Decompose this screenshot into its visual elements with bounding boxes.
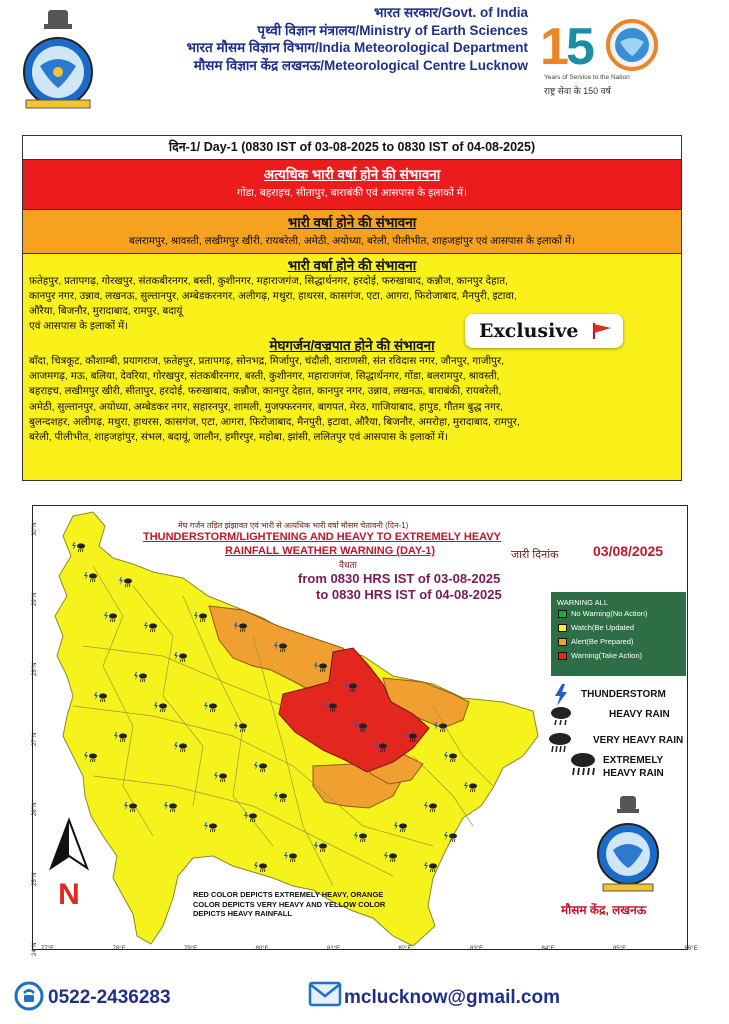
heavy-rain-icon: [549, 706, 573, 726]
very-heavy-rain-icon: [547, 732, 573, 754]
thunder-warning-title: मेघगर्जन/वज्रपात होने की संभावना: [269, 338, 435, 353]
yellow-warning-band: [23, 254, 681, 480]
warning-map-panel: [32, 505, 698, 956]
legend-heading: WARNING ALL: [557, 598, 608, 607]
imd-emblem-icon: [14, 8, 102, 112]
legend-item-label: Watch(Be Updated: [571, 623, 635, 632]
orange-warning-band: [23, 210, 681, 254]
color-note-line: DEPICTS HEAVY RAINFALL: [193, 909, 292, 918]
red-warning-districts: गोंडा, बहराइच, सीतापुर, बाराबंकी एवं आसपास के इलाकों में।: [236, 187, 468, 199]
symbol-extremely-heavy-1: EXTREMELY: [603, 755, 664, 766]
email-icon: [308, 977, 342, 1011]
yellow-warning-title: भारी वर्षा होने की संभावना: [287, 258, 417, 273]
legend-swatch: [558, 638, 567, 646]
lat-tick-label: 29°N: [32, 592, 38, 606]
lat-tick-label: 28°N: [32, 662, 38, 676]
lightning-icon: [553, 684, 569, 706]
issue-date: 03/08/2025: [593, 543, 664, 559]
symbol-extremely-heavy-2: HEAVY RAIN: [603, 768, 664, 779]
legend-item-label: No Warning(No Action): [571, 609, 648, 618]
valid-from: from 0830 HRS IST of 03-08-2025: [298, 571, 501, 586]
color-note: [193, 890, 413, 919]
map-title-line1: THUNDERSTORM/LIGHTENING AND HEAVY TO EXTREMELY HEAVY: [143, 531, 501, 543]
thunder-districts-line: बाँदा, चित्रकूट, कौशाम्बी, प्रयागराज, फ़तेहपुर, प्रतापगढ़, सोनभद्र, मिर्जापुर, चंदौली, वाराणसी, संत रविदास नगर, जौनपुर, गाजीपुर,: [29, 356, 505, 367]
legend-item-label: Warning(Take Action): [571, 651, 643, 660]
exclusive-badge: [465, 314, 623, 348]
legend-item: [551, 621, 686, 635]
color-note-line: COLOR DEPICTS VERY HEAVY AND YELLOW COLOR: [193, 899, 386, 909]
yellow-districts-line: औरैया, बिजनौर, मुरादाबाद, रामपुर, बदायूं: [29, 306, 183, 317]
anniversary-caption-en: Years of Service to the Nation: [544, 74, 630, 81]
symbol-thunderstorm: THUNDERSTORM: [581, 689, 666, 700]
lat-tick-label: 25°N: [32, 872, 38, 886]
lon-tick-label: 81°E: [327, 946, 341, 952]
anniversary-150-icon: [540, 14, 670, 74]
centre-label: मौसम केंद्र, लखनऊ: [561, 903, 647, 917]
phone-icon: [14, 981, 44, 1011]
red-warning-band: [23, 160, 681, 210]
header-line-ministry: पृथ्वी विज्ञान मंत्रालय/Ministry of Earth Sciences: [257, 22, 528, 38]
lat-tick-label: 26°N: [32, 802, 38, 816]
exclusive-badge-label: Exclusive: [479, 320, 579, 342]
legend-swatch: [558, 652, 567, 660]
legend-swatch: [558, 610, 567, 618]
map-title-hindi: मेघ गर्जन तड़ित झंझावत एवं भारी से अत्यधिक भारी वर्षा मौसम चेतावनी (दिन-1): [178, 521, 409, 530]
anniversary-logo: [540, 14, 670, 98]
lon-tick-label: 83°E: [470, 946, 484, 952]
header-line-imd: भारत मौसम विज्ञान विभाग/India Meteorological Department: [186, 40, 528, 55]
legend-item-label: Alert(Be Prepared): [571, 637, 634, 646]
orange-warning-title: भारी वर्षा होने की संभावना: [287, 215, 417, 230]
header-title-block: [108, 4, 528, 74]
legend-item: [551, 635, 686, 649]
thunder-districts-line: बुलन्दशहर, अलीगढ़, मथुरा, हाथरस, कासगंज, एटा, आगरा, फिरोजाबाद, मैनपुरी, इटावा, औरैया, बिजनौर, अमरोहा, मुरादाबाद, रामपुर,: [29, 416, 520, 428]
north-arrow-icon: [47, 818, 91, 911]
phone-number[interactable]: 0522-2436283: [48, 987, 171, 1008]
anniversary-caption-hi: राष्ट्र सेवा के 150 वर्ष: [544, 86, 611, 96]
svg-text:1: 1: [540, 18, 569, 76]
contact-footer: [0, 975, 729, 1024]
thunder-districts-line: आजमगढ़, मऊ, बलिया, देवरिया, गोरखपुर, संतकबीरनगर, बस्ती, कुशीनगर, महाराजगंज, सिद्धार्थनगर, गोंडा, बलरामपुर, श्रावस्ती,: [29, 371, 500, 383]
svg-text:5: 5: [566, 18, 595, 76]
letterhead: [0, 0, 729, 120]
imd-seal-icon: [593, 796, 663, 896]
symbol-heavy-rain: HEAVY RAIN: [609, 709, 670, 720]
valid-to: to 0830 HRS IST of 04-08-2025: [316, 587, 502, 602]
legend-item: [551, 607, 686, 621]
lat-tick-label: 27°N: [32, 732, 38, 746]
header-line-govt: भारत सरकार/Govt. of India: [374, 5, 528, 20]
lon-tick-label: 82°E: [398, 946, 412, 952]
orange-warning-districts: बलरामपुर, श्रावस्ती, लखीमपुर खीरी, रायबरेली, अमेठी, अयोध्या, बरेली, पीलीभीत, शाहजहांपुर एवं आसपास के इलाकों में।: [129, 236, 575, 247]
flag-icon: [591, 322, 613, 340]
lon-tick-label: 84°E: [541, 946, 555, 952]
north-label: N: [58, 878, 80, 911]
legend-item: [551, 649, 686, 663]
lon-tick-label: 77°E: [41, 946, 55, 952]
legend-swatch: [558, 624, 567, 632]
lat-tick-label: 30°N: [32, 522, 38, 536]
day-title: दिन-1/ Day-1 (0830 IST of 03-08-2025 to 0830 IST of 04-08-2025): [23, 136, 681, 160]
warning-table: [22, 135, 682, 481]
yellow-districts-line: कानपुर नगर, उन्नाव, लखनऊ, सुल्तानपुर, अम्बेडकरनगर, अलीगढ़, मथुरा, हाथरस, कासगंज, एटा, आगरा, फिरोजाबाद, मैनपुरी, इटावा,: [29, 291, 517, 302]
lon-tick-label: 80°E: [255, 946, 269, 952]
validity-label: वैधता: [339, 560, 358, 570]
lon-tick-label: 78°E: [112, 946, 126, 952]
yellow-districts-line: फ़तेहपुर, प्रतापगढ़, गोरखपुर, संतकबीरनगर, बस्ती, कुशीनगर, महाराजगंज, सिद्धार्थनगर, हरदोई, फरुखाबाद, कन्नौज, कानपुर देहात,: [29, 276, 508, 287]
lon-tick-label: 86°E: [684, 946, 698, 952]
thunder-districts-line: बरेली, पीलीभीत, शाहजहांपुर, संभल, बदायूं, जालौन, हमीरपुर, महोबा, झांसी, ललितपुर एवं आसपास के इलाकों में।: [29, 432, 448, 444]
email-address[interactable]: mclucknow@gmail.com: [344, 987, 560, 1008]
header-line-centre: मौसम विज्ञान केंद्र लखनऊ/Meteorological Centre Lucknow: [193, 57, 528, 73]
lat-tick-label: 24°N: [32, 942, 38, 956]
extremely-heavy-rain-icon: [569, 752, 597, 776]
lon-tick-label: 85°E: [613, 946, 627, 952]
red-warning-title: अत्यधिक भारी वर्षा होने की संभावना: [263, 167, 441, 182]
color-note-line: RED COLOR DEPICTS EXTREMELY HEAVY, ORANGE: [193, 890, 384, 899]
symbol-very-heavy-rain: VERY HEAVY RAIN: [593, 735, 684, 746]
map-title-line2: RAINFALL WEATHER WARNING (DAY-1): [225, 545, 436, 557]
warning-legend: [551, 592, 686, 676]
yellow-districts-line: एवं आसपास के इलाकों में।: [29, 321, 129, 332]
lon-tick-label: 79°E: [184, 946, 198, 952]
issue-label: जारी दिनांक: [511, 549, 559, 561]
thunder-districts-line: अमेठी, सुल्तानपुर, अयोध्या, अम्बेडकर नगर, सहारनपुर, शामली, मुजफ्फरनगर, बागपत, मेरठ, गाजियाबाद, हापुड, गौतम बुद्ध नगर,: [29, 401, 503, 413]
thunder-districts-line: बहराइच, लखीमपुर खीरी, सीतापुर, हरदोई, फरुखाबाद, कन्नौज, कानपुर देहात, कानपुर नगर, उन्नाव, लखनऊ, बाराबंकी, रायबरेली,: [29, 386, 502, 398]
